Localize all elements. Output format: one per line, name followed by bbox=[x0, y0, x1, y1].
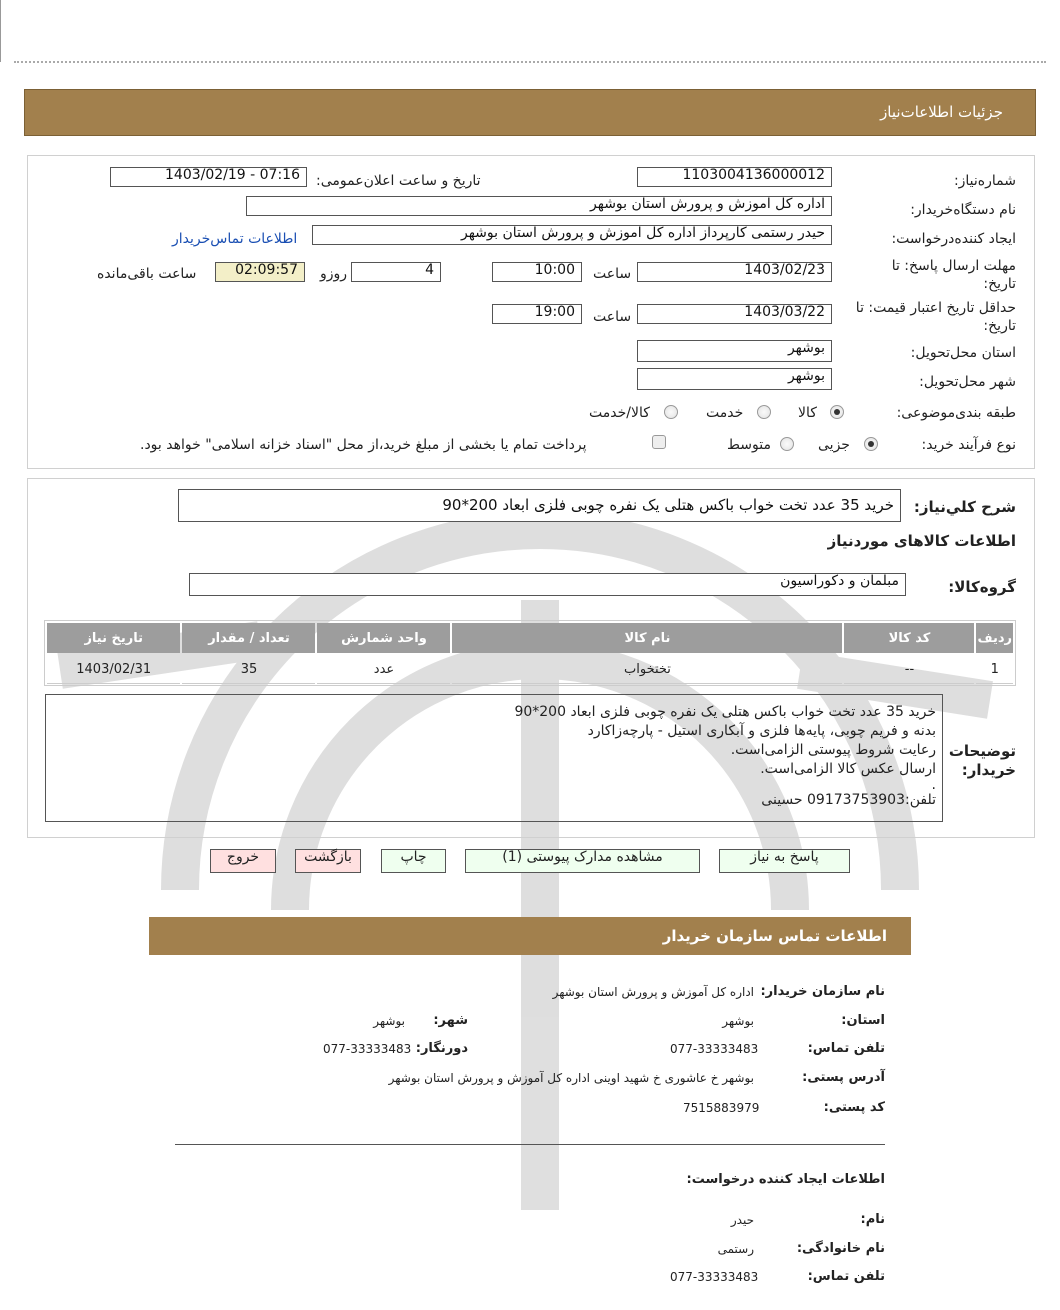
contact-province-value: بوشهر bbox=[722, 1014, 754, 1028]
creator-phone-value: 077-33333483 bbox=[670, 1270, 759, 1284]
creator-name-label: نام: bbox=[860, 1212, 885, 1227]
contact-header-title: اطلاعات تماس سازمان خریدار bbox=[662, 927, 887, 945]
back-button[interactable]: بازگشت bbox=[295, 849, 361, 873]
notes-line: ارسال عکس کالا الزامی‌است. bbox=[760, 761, 936, 777]
need-number-field: 1103004136000012 bbox=[637, 167, 832, 187]
contact-divider bbox=[175, 1144, 885, 1145]
remaining-time-field: 02:09:57 bbox=[215, 262, 305, 282]
exit-button[interactable]: خروج bbox=[210, 849, 276, 873]
view-attachments-button[interactable]: مشاهده مدارک پیوستی (1) bbox=[465, 849, 700, 873]
validity-time-label: ساعت bbox=[593, 309, 632, 325]
notes-label-line2: خریدار: bbox=[961, 761, 1016, 779]
contact-city-label: شهر: bbox=[433, 1013, 468, 1028]
contact-org-value: اداره کل آموزش و پرورش استان بوشهر bbox=[552, 985, 754, 999]
reply-button[interactable]: پاسخ به نیاز bbox=[719, 849, 850, 873]
days-label: روزو bbox=[320, 266, 348, 282]
print-button[interactable]: چاپ bbox=[381, 849, 446, 873]
goods-group-field: مبلمان و دکوراسیون bbox=[189, 573, 906, 596]
announce-date-field: 1403/02/19 - 07:16 bbox=[110, 167, 307, 187]
province-field: بوشهر bbox=[637, 340, 832, 362]
goods-info-title: اطلاعات کالاهای موردنیاز bbox=[827, 532, 1016, 550]
notes-label-line1: توضیحات bbox=[948, 742, 1016, 760]
details-header-title: جزئیات اطلاعات‌نیاز bbox=[880, 103, 1003, 121]
remaining-days-field: 4 bbox=[351, 262, 441, 282]
creator-phone-label: تلفن تماس: bbox=[807, 1269, 885, 1284]
notes-line: خرید 35 عدد تخت خواب باکس هتلی یک نفره چوبی فلزی ابعاد 200*90 bbox=[514, 704, 936, 720]
category-service-radio[interactable] bbox=[757, 405, 771, 419]
contact-address-value: بوشهر خ عاشوری خ شهید اوینی اداره کل آموزش و پرورش استان بوشهر bbox=[388, 1071, 754, 1085]
buyer-org-label: نام دستگاه‌خریدار: bbox=[910, 202, 1016, 218]
contact-phone-value: 077-33333483 bbox=[670, 1042, 759, 1056]
notes-line: تلفن:09173753903 حسینی bbox=[761, 792, 936, 808]
goods-table-wrapper bbox=[44, 620, 1016, 686]
cell-date: 1403/02/31 bbox=[47, 655, 180, 684]
summary-field: خرید 35 عدد تخت خواب باکس هتلی یک نفره چوبی فلزی ابعاد 200*90 bbox=[178, 489, 901, 522]
left-edge-line bbox=[0, 0, 1, 62]
creator-label: ایجاد کننده‌درخواست: bbox=[891, 231, 1016, 247]
category-goods-service-label: کالا/خدمت bbox=[589, 405, 650, 421]
top-divider bbox=[14, 61, 1046, 63]
goods-table-header-row bbox=[47, 623, 1013, 653]
contact-province-label: استان: bbox=[841, 1013, 885, 1028]
process-type-label: نوع فرآیند خرید: bbox=[921, 437, 1016, 453]
deadline-label-line1: مهلت ارسال پاسخ: تا bbox=[891, 258, 1016, 274]
notes-line: رعایت شروط پیوستی الزامی‌است. bbox=[730, 742, 936, 758]
process-medium-radio[interactable] bbox=[780, 437, 794, 451]
category-goods-label: کالا bbox=[798, 405, 817, 421]
notes-box bbox=[45, 694, 943, 822]
contact-postal-value: 7515883979 bbox=[683, 1101, 760, 1115]
treasury-payment-checkbox[interactable] bbox=[652, 435, 666, 449]
validity-label-line2: تاریخ: bbox=[983, 318, 1016, 334]
col-date: تاریخ نیاز bbox=[47, 623, 180, 653]
deadline-time-label: ساعت bbox=[593, 266, 632, 282]
cell-qty: 35 bbox=[182, 655, 315, 684]
contact-city-value: بوشهر bbox=[373, 1014, 405, 1028]
city-label: شهر محل‌تحویل: bbox=[919, 374, 1016, 390]
col-name: نام کالا bbox=[452, 623, 842, 653]
details-header bbox=[24, 89, 1036, 136]
validity-label-line1: حداقل تاریخ اعتبار قیمت: تا bbox=[855, 300, 1016, 316]
category-label: طبقه بندی‌موضوعی: bbox=[896, 405, 1016, 421]
col-code: کد کالا bbox=[844, 623, 974, 653]
creator-field: حیدر رستمی کارپرداز اداره کل آموزش و پرورش استان بوشهر bbox=[312, 225, 832, 245]
creator-family-value: رستمی bbox=[717, 1242, 754, 1256]
category-goods-radio[interactable] bbox=[830, 405, 844, 419]
category-service-label: خدمت bbox=[706, 405, 744, 421]
process-medium-label: متوسط bbox=[727, 437, 771, 453]
category-goods-service-radio[interactable] bbox=[664, 405, 678, 419]
notes-line: . bbox=[931, 777, 936, 793]
city-field: بوشهر bbox=[637, 368, 832, 390]
deadline-date-field: 1403/02/23 bbox=[637, 262, 832, 282]
contact-header bbox=[149, 917, 911, 955]
creator-name-value: حیدر bbox=[730, 1213, 754, 1227]
contact-postal-label: کد پستی: bbox=[823, 1100, 885, 1115]
col-row: ردیف bbox=[976, 623, 1013, 653]
validity-date-field: 1403/03/22 bbox=[637, 304, 832, 324]
validity-time-field: 19:00 bbox=[492, 304, 582, 324]
process-minor-radio[interactable] bbox=[864, 437, 878, 451]
deadline-label-line2: تاریخ: bbox=[983, 276, 1016, 292]
col-qty: تعداد / مقدار bbox=[182, 623, 315, 653]
need-number-label: شماره‌نیاز: bbox=[953, 173, 1016, 189]
contact-address-label: آدرس پستی: bbox=[802, 1070, 885, 1085]
notes-line: بدنه و فریم چوبی، پایه‌ها فلزی و آبکاری استیل - پارچه‌زاکارد bbox=[587, 723, 936, 739]
process-minor-label: جزیی bbox=[818, 437, 850, 453]
contact-org-label: نام سازمان خریدار: bbox=[760, 984, 885, 999]
province-label: استان محل‌تحویل: bbox=[910, 345, 1016, 361]
cell-unit: عدد bbox=[317, 655, 450, 684]
contact-fax-value: 077-33333483 bbox=[323, 1042, 412, 1056]
contact-fax-label: دورنگار: bbox=[415, 1041, 468, 1056]
contact-phone-label: تلفن تماس: bbox=[807, 1041, 885, 1056]
cell-code: -- bbox=[844, 655, 974, 684]
goods-group-label: گروه‌کالا: bbox=[948, 578, 1016, 596]
buyer-org-field: اداره کل آموزش و پرورش استان بوشهر bbox=[246, 196, 832, 216]
buyer-contact-link[interactable]: اطلاعات تماس‌خریدار bbox=[172, 231, 298, 247]
table-row bbox=[47, 655, 1013, 684]
remaining-time-label: ساعت باقی‌مانده bbox=[97, 266, 197, 282]
creator-family-label: نام خانوادگی: bbox=[796, 1241, 885, 1256]
cell-row: 1 bbox=[976, 655, 1013, 684]
deadline-time-field: 10:00 bbox=[492, 262, 582, 282]
goods-table bbox=[45, 621, 1015, 686]
summary-label: شرح کلي‌نیاز: bbox=[913, 498, 1016, 516]
col-unit: واحد شمارش bbox=[317, 623, 450, 653]
announce-date-label: تاریخ و ساعت اعلان‌عمومی: bbox=[316, 173, 481, 189]
cell-name: تختخواب bbox=[452, 655, 842, 684]
creator-info-title: اطلاعات ایجاد کننده درخواست: bbox=[686, 1172, 885, 1187]
treasury-payment-note: پرداخت تمام یا بخشی از مبلغ خرید،از محل "اسناد خزانه اسلامی" خواهد بود. bbox=[140, 437, 587, 453]
